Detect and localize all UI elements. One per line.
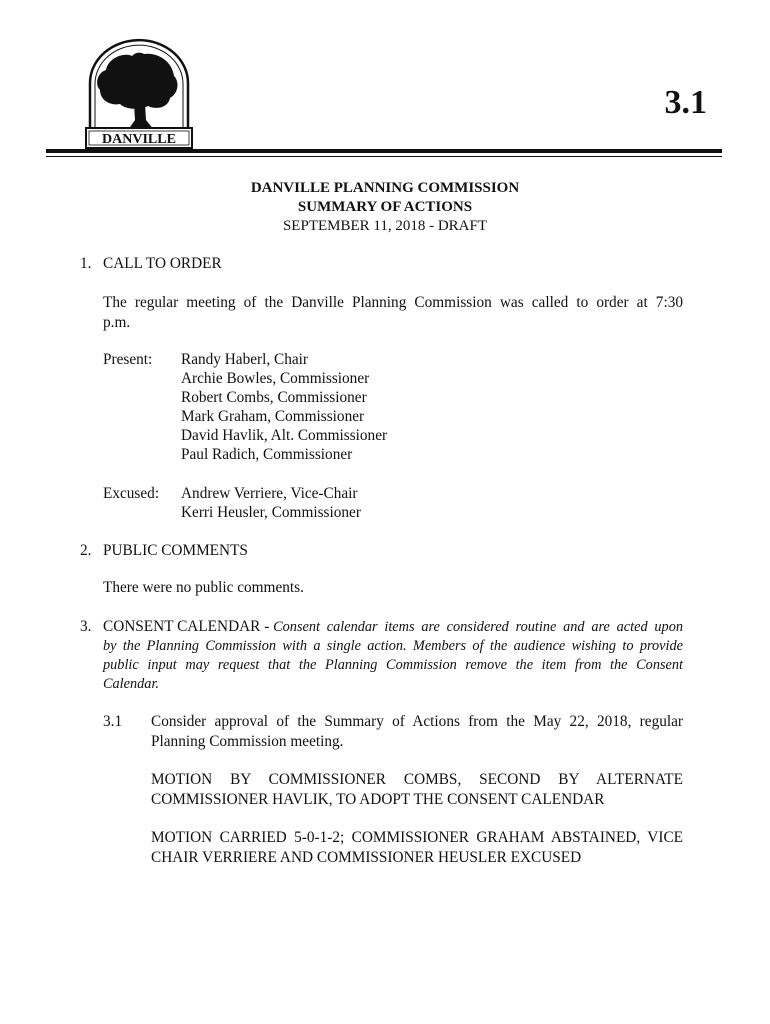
attendee-name: Archie Bowles, Commissioner: [181, 370, 370, 387]
motion-result-line-1: MOTION CARRIED 5-0-1-2; COMMISSIONER GRAHAM ABSTAINED, VICE: [151, 829, 683, 846]
header-rule-thin: [46, 156, 722, 157]
header-rule: [46, 149, 722, 153]
section-3-heading: CONSENT CALENDAR -: [103, 618, 274, 635]
motion-result-line-2: CHAIR VERRIERE AND COMMISSIONER HEUSLER EXCUSED: [151, 849, 582, 866]
consent-note-line-4: Calendar.: [103, 676, 160, 692]
present-label: Present:: [103, 351, 153, 368]
attendee-name: David Havlik, Alt. Commissioner: [181, 427, 388, 444]
consent-note-line-3: public input may request that the Planning Commission remove the item from the Consent: [103, 657, 683, 673]
svg-text:DANVILLE: DANVILLE: [102, 132, 176, 147]
section-2-heading: PUBLIC COMMENTS: [103, 542, 248, 559]
section-3-heading-row: [103, 617, 683, 637]
title-line-3: SEPTEMBER 11, 2018 - DRAFT: [282, 218, 488, 234]
section-3-number: 3.: [80, 618, 92, 635]
danville-logo: [84, 38, 194, 150]
section-1-number: 1.: [80, 255, 92, 272]
attendee-name: Mark Graham, Commissioner: [181, 408, 365, 425]
section-1-heading: CALL TO ORDER: [103, 255, 222, 272]
motion-text-line-2: COMMISSIONER HAVLIK, TO ADOPT THE CONSENT CALENDAR: [151, 791, 605, 808]
attendee-name: Paul Radich, Commissioner: [181, 446, 353, 463]
item-3-1-number: 3.1: [103, 713, 123, 730]
excused-name: Andrew Verriere, Vice-Chair: [181, 485, 358, 502]
call-to-order-text-line-2: p.m.: [103, 314, 131, 331]
section-2-number: 2.: [80, 542, 92, 559]
attendee-name: Robert Combs, Commissioner: [181, 389, 367, 406]
title-line-2: SUMMARY OF ACTIONS: [297, 199, 473, 215]
consent-note-line-2: by the Planning Commission with a single action. Members of the audience wishing to provide: [103, 638, 683, 654]
title-line-1: DANVILLE PLANNING COMMISSION: [250, 180, 520, 196]
item-number: 3.1: [664, 84, 707, 121]
attendee-name: Randy Haberl, Chair: [181, 351, 309, 368]
motion-text-line-1: MOTION BY COMMISSIONER COMBS, SECOND BY ALTERNATE: [151, 771, 683, 788]
excused-name: Kerri Heusler, Commissioner: [181, 504, 361, 521]
item-3-1-text-line-2: Planning Commission meeting.: [151, 733, 344, 750]
call-to-order-text-line-1: The regular meeting of the Danville Planning Commission was called to order at 7:30: [103, 294, 683, 311]
excused-label: Excused:: [103, 485, 160, 502]
item-3-1-text-line-1: Consider approval of the Summary of Actions from the May 22, 2018, regular: [151, 713, 683, 730]
consent-note-line-1: Consent calendar items are considered routine and are acted upon: [273, 619, 683, 635]
public-comments-text: There were no public comments.: [103, 579, 304, 596]
